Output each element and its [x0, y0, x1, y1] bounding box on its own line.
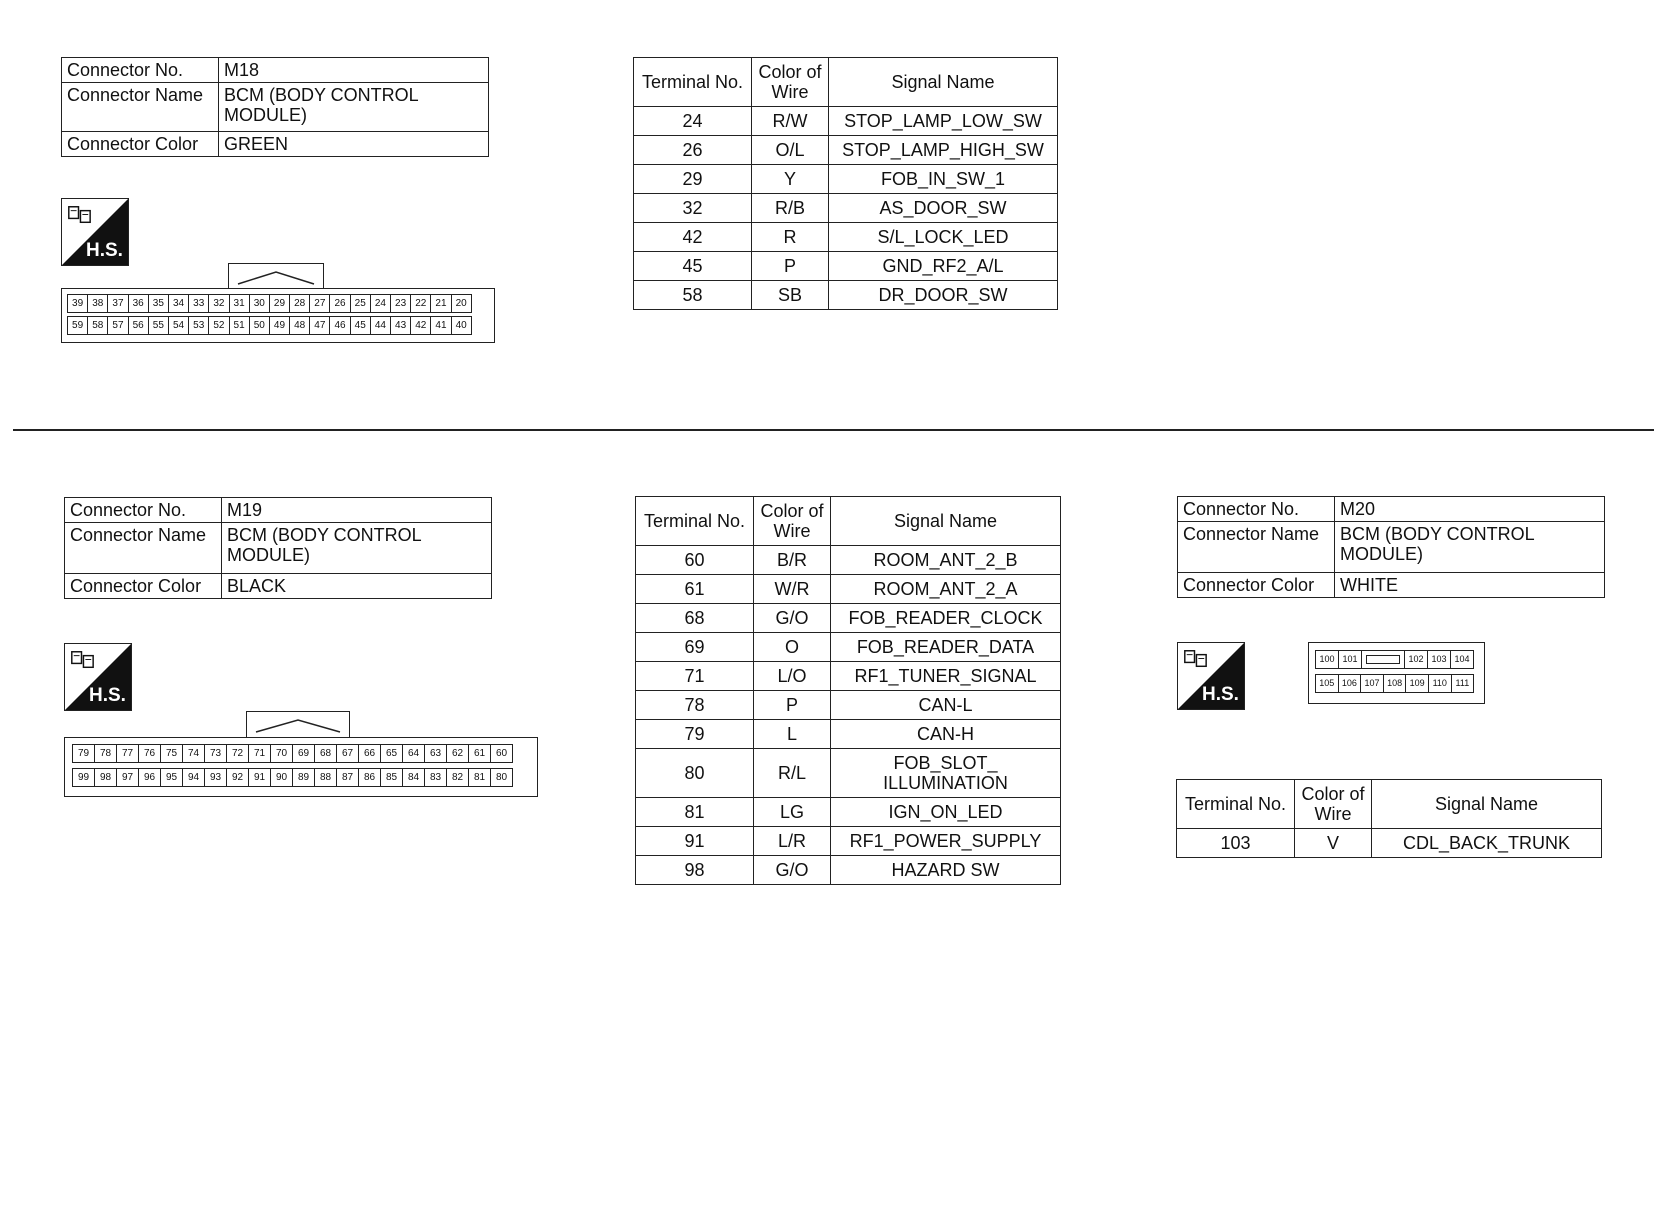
connector-pin: 33 [188, 294, 209, 313]
terminal-no-cell: 80 [636, 749, 754, 798]
connector-pin: 91 [248, 768, 271, 787]
wire-color-cell: O [754, 633, 831, 662]
signal-name-cell: IGN_ON_LED [831, 798, 1061, 827]
signal-name-cell: CAN-L [831, 691, 1061, 720]
connector-pin: 28 [289, 294, 310, 313]
m20-info-table [1177, 496, 1605, 598]
terminal-no-cell: 79 [636, 720, 754, 749]
table-row [634, 194, 1058, 223]
connector-pin: 66 [358, 744, 381, 763]
connector-pin: 96 [138, 768, 161, 787]
connector-pin: 103 [1427, 650, 1451, 669]
signal-name-cell: AS_DOOR_SW [829, 194, 1058, 223]
m20-top-pin-row [1315, 650, 1473, 669]
wire-color-cell: L [754, 720, 831, 749]
connector-pin: 109 [1405, 674, 1429, 693]
connector-pin: 21 [430, 294, 451, 313]
m18-connector-color: GREEN [219, 132, 489, 157]
signal-name-cell: FOB_SLOT_ ILLUMINATION [831, 749, 1061, 798]
connector-pin: 93 [204, 768, 227, 787]
connector-pin: 62 [446, 744, 469, 763]
connector-pin: 45 [350, 316, 371, 335]
connector-pin: 89 [292, 768, 315, 787]
m18-connector-name: BCM (BODY CONTROL MODULE) [219, 83, 489, 132]
signal-name-cell: HAZARD SW [831, 856, 1061, 885]
wire-color-cell: P [752, 252, 829, 281]
wire-color-cell: R/B [752, 194, 829, 223]
terminal-no-cell: 24 [634, 107, 752, 136]
signal-name-cell: CDL_BACK_TRUNK [1372, 829, 1602, 858]
connector-pin: 43 [390, 316, 411, 335]
m19-info-table [64, 497, 492, 599]
connector-pin: 86 [358, 768, 381, 787]
table-row [636, 633, 1061, 662]
signal-name-header: Signal Name [829, 58, 1058, 107]
m20-connector-color: WHITE [1335, 573, 1605, 598]
connector-pin: 99 [72, 768, 95, 787]
connector-pin: 87 [336, 768, 359, 787]
table-row [636, 856, 1061, 885]
terminal-no-header: Terminal No. [634, 58, 752, 107]
wire-color-cell: G/O [754, 856, 831, 885]
wire-color-cell: R/L [754, 749, 831, 798]
m18-top-pin-row [67, 294, 471, 313]
connector-no-label: Connector No. [65, 498, 222, 523]
table-row [636, 546, 1061, 575]
m18-terminal-table [633, 57, 1058, 310]
terminal-no-header: Terminal No. [1177, 780, 1295, 829]
connector-pin: 80 [490, 768, 513, 787]
connector-pin: 104 [1450, 650, 1474, 669]
connector-pin: 75 [160, 744, 183, 763]
connector-pin: 57 [107, 316, 128, 335]
wire-color-cell: Y [752, 165, 829, 194]
connector-no-label: Connector No. [62, 58, 219, 83]
signal-name-cell: DR_DOOR_SW [829, 281, 1058, 310]
connector-pin: 61 [468, 744, 491, 763]
connector-pin: 39 [67, 294, 88, 313]
connector-pin: 23 [390, 294, 411, 313]
wire-color-cell: B/R [754, 546, 831, 575]
connector-pin: 47 [309, 316, 330, 335]
terminal-no-cell: 98 [636, 856, 754, 885]
connector-pin: 30 [249, 294, 270, 313]
m20-bottom-pin-row [1315, 674, 1473, 693]
connector-pin: 46 [329, 316, 350, 335]
wire-color-cell: L/R [754, 827, 831, 856]
terminal-no-cell: 81 [636, 798, 754, 827]
signal-name-cell: FOB_READER_DATA [831, 633, 1061, 662]
table-row [636, 575, 1061, 604]
table-row [634, 136, 1058, 165]
wire-color-cell: P [754, 691, 831, 720]
connector-pin: 49 [269, 316, 290, 335]
connector-pin: 26 [329, 294, 350, 313]
table-row [636, 798, 1061, 827]
color-of-wire-header: Color of Wire [754, 497, 831, 546]
connector-pin: 67 [336, 744, 359, 763]
m19-hs-badge [64, 643, 132, 711]
connector-color-label: Connector Color [62, 132, 219, 157]
connector-pin: 40 [451, 316, 472, 335]
lock-tab-chevron-icon [254, 716, 342, 736]
connector-pin: 24 [370, 294, 391, 313]
connector-no-label: Connector No. [1178, 497, 1335, 522]
table-row [636, 720, 1061, 749]
hs-label: H.S. [86, 240, 123, 261]
connector-pin: 79 [72, 744, 95, 763]
table-row [634, 252, 1058, 281]
terminal-no-cell: 32 [634, 194, 752, 223]
wire-color-cell: SB [752, 281, 829, 310]
connector-pin: 74 [182, 744, 205, 763]
connector-pin: 37 [107, 294, 128, 313]
connector-pin: 84 [402, 768, 425, 787]
connector-pin: 50 [249, 316, 270, 335]
signal-name-cell: FOB_READER_CLOCK [831, 604, 1061, 633]
connector-pin: 98 [94, 768, 117, 787]
table-row [636, 662, 1061, 691]
m18-connector-face [61, 263, 495, 343]
connector-pin: 41 [430, 316, 451, 335]
wire-color-cell: R [752, 223, 829, 252]
connector-pin: 56 [128, 316, 149, 335]
table-row [634, 281, 1058, 310]
m18-hs-badge [61, 198, 129, 266]
connector-pin: 107 [1360, 674, 1384, 693]
m20-hs-badge [1177, 642, 1245, 710]
connector-pin: 68 [314, 744, 337, 763]
connector-pin: 34 [168, 294, 189, 313]
connector-name-label: Connector Name [62, 83, 219, 132]
connector-pin: 55 [148, 316, 169, 335]
wire-color-cell: W/R [754, 575, 831, 604]
connector-pin: 110 [1428, 674, 1452, 693]
blank-slot [1361, 650, 1405, 669]
connector-pin: 81 [468, 768, 491, 787]
connector-pin: 63 [424, 744, 447, 763]
m19-top-pin-row [72, 744, 512, 763]
signal-name-cell: GND_RF2_A/L [829, 252, 1058, 281]
terminal-no-cell: 78 [636, 691, 754, 720]
connector-pin: 22 [410, 294, 431, 313]
table-row [636, 604, 1061, 633]
connector-pin: 94 [182, 768, 205, 787]
wire-color-cell: L/O [754, 662, 831, 691]
connector-name-label: Connector Name [65, 523, 222, 574]
table-row [636, 691, 1061, 720]
terminal-no-cell: 68 [636, 604, 754, 633]
signal-name-cell: RF1_POWER_SUPPLY [831, 827, 1061, 856]
connector-pin: 64 [402, 744, 425, 763]
connector-pin: 102 [1404, 650, 1428, 669]
hs-label: H.S. [1202, 684, 1239, 705]
wire-color-cell: O/L [752, 136, 829, 165]
connector-pin: 32 [208, 294, 229, 313]
connector-pin: 83 [424, 768, 447, 787]
terminal-no-cell: 103 [1177, 829, 1295, 858]
terminal-no-cell: 26 [634, 136, 752, 165]
table-row [636, 749, 1061, 798]
connector-pin: 97 [116, 768, 139, 787]
connector-pin: 76 [138, 744, 161, 763]
m18-info-table [61, 57, 489, 157]
connector-color-label: Connector Color [65, 574, 222, 599]
connector-pin: 35 [148, 294, 169, 313]
m20-terminal-rows [1177, 829, 1602, 858]
connector-pin: 90 [270, 768, 293, 787]
section-divider [13, 429, 1654, 431]
m19-bottom-pin-row [72, 768, 512, 787]
m19-terminal-rows [636, 546, 1061, 885]
slot-keyway-icon [1366, 655, 1400, 664]
m20-terminal-table [1176, 779, 1602, 858]
connector-pin: 60 [490, 744, 513, 763]
terminal-no-cell: 45 [634, 252, 752, 281]
connector-pin: 100 [1315, 650, 1339, 669]
connector-pin: 20 [451, 294, 472, 313]
m20-connector-face [1308, 642, 1485, 704]
connector-pin: 38 [87, 294, 108, 313]
connector-pin: 92 [226, 768, 249, 787]
terminal-no-cell: 91 [636, 827, 754, 856]
color-of-wire-header: Color of Wire [1295, 780, 1372, 829]
table-row [634, 223, 1058, 252]
signal-name-cell: S/L_LOCK_LED [829, 223, 1058, 252]
connector-pin: 27 [309, 294, 330, 313]
terminal-no-cell: 60 [636, 546, 754, 575]
lock-tab-chevron-icon [236, 268, 316, 288]
m19-connector-color: BLACK [222, 574, 492, 599]
hs-label: H.S. [89, 685, 126, 706]
connector-pin: 36 [128, 294, 149, 313]
connector-pin: 65 [380, 744, 403, 763]
connector-pin: 95 [160, 768, 183, 787]
m20-connector-no: M20 [1335, 497, 1605, 522]
connector-color-label: Connector Color [1178, 573, 1335, 598]
terminal-no-cell: 61 [636, 575, 754, 604]
m19-connector-no: M19 [222, 498, 492, 523]
connector-pin: 101 [1338, 650, 1362, 669]
m20-connector-name: BCM (BODY CONTROL MODULE) [1335, 522, 1605, 573]
signal-name-cell: STOP_LAMP_LOW_SW [829, 107, 1058, 136]
signal-name-cell: CAN-H [831, 720, 1061, 749]
signal-name-cell: STOP_LAMP_HIGH_SW [829, 136, 1058, 165]
signal-name-cell: ROOM_ANT_2_A [831, 575, 1061, 604]
table-row [634, 165, 1058, 194]
wire-color-cell: V [1295, 829, 1372, 858]
connector-pin: 52 [208, 316, 229, 335]
connector-pin: 42 [410, 316, 431, 335]
connector-pin: 25 [350, 294, 371, 313]
connector-pin: 82 [446, 768, 469, 787]
table-row [1177, 829, 1602, 858]
connector-pin: 53 [188, 316, 209, 335]
signal-name-cell: ROOM_ANT_2_B [831, 546, 1061, 575]
m19-connector-name: BCM (BODY CONTROL MODULE) [222, 523, 492, 574]
connector-pin: 106 [1338, 674, 1362, 693]
connector-pin: 108 [1383, 674, 1407, 693]
signal-name-cell: FOB_IN_SW_1 [829, 165, 1058, 194]
connector-pin: 29 [269, 294, 290, 313]
connector-pin: 44 [370, 316, 391, 335]
color-of-wire-header: Color of Wire [752, 58, 829, 107]
connector-pin: 59 [67, 316, 88, 335]
signal-name-header: Signal Name [831, 497, 1061, 546]
signal-name-header: Signal Name [1372, 780, 1602, 829]
terminal-no-cell: 42 [634, 223, 752, 252]
m18-terminal-rows [634, 107, 1058, 310]
wire-color-cell: G/O [754, 604, 831, 633]
wire-color-cell: R/W [752, 107, 829, 136]
connector-pin: 73 [204, 744, 227, 763]
connector-pin: 105 [1315, 674, 1339, 693]
connector-pin: 54 [168, 316, 189, 335]
connector-pin: 85 [380, 768, 403, 787]
m18-connector-no: M18 [219, 58, 489, 83]
signal-name-cell: RF1_TUNER_SIGNAL [831, 662, 1061, 691]
terminal-no-cell: 71 [636, 662, 754, 691]
connector-name-label: Connector Name [1178, 522, 1335, 573]
terminal-no-cell: 69 [636, 633, 754, 662]
connector-pin: 70 [270, 744, 293, 763]
table-row [636, 827, 1061, 856]
m19-terminal-table [635, 496, 1061, 885]
connector-pin: 88 [314, 768, 337, 787]
connector-pin: 77 [116, 744, 139, 763]
m18-bottom-pin-row [67, 316, 471, 335]
connector-pin: 31 [229, 294, 250, 313]
connector-pin: 78 [94, 744, 117, 763]
connector-pin: 69 [292, 744, 315, 763]
connector-pin: 111 [1451, 674, 1475, 693]
terminal-no-header: Terminal No. [636, 497, 754, 546]
connector-pin: 58 [87, 316, 108, 335]
wire-color-cell: LG [754, 798, 831, 827]
terminal-no-cell: 58 [634, 281, 752, 310]
connector-pin: 71 [248, 744, 271, 763]
table-row [634, 107, 1058, 136]
terminal-no-cell: 29 [634, 165, 752, 194]
connector-pin: 48 [289, 316, 310, 335]
connector-pin: 72 [226, 744, 249, 763]
connector-pin: 51 [229, 316, 250, 335]
m19-connector-face [64, 711, 538, 797]
